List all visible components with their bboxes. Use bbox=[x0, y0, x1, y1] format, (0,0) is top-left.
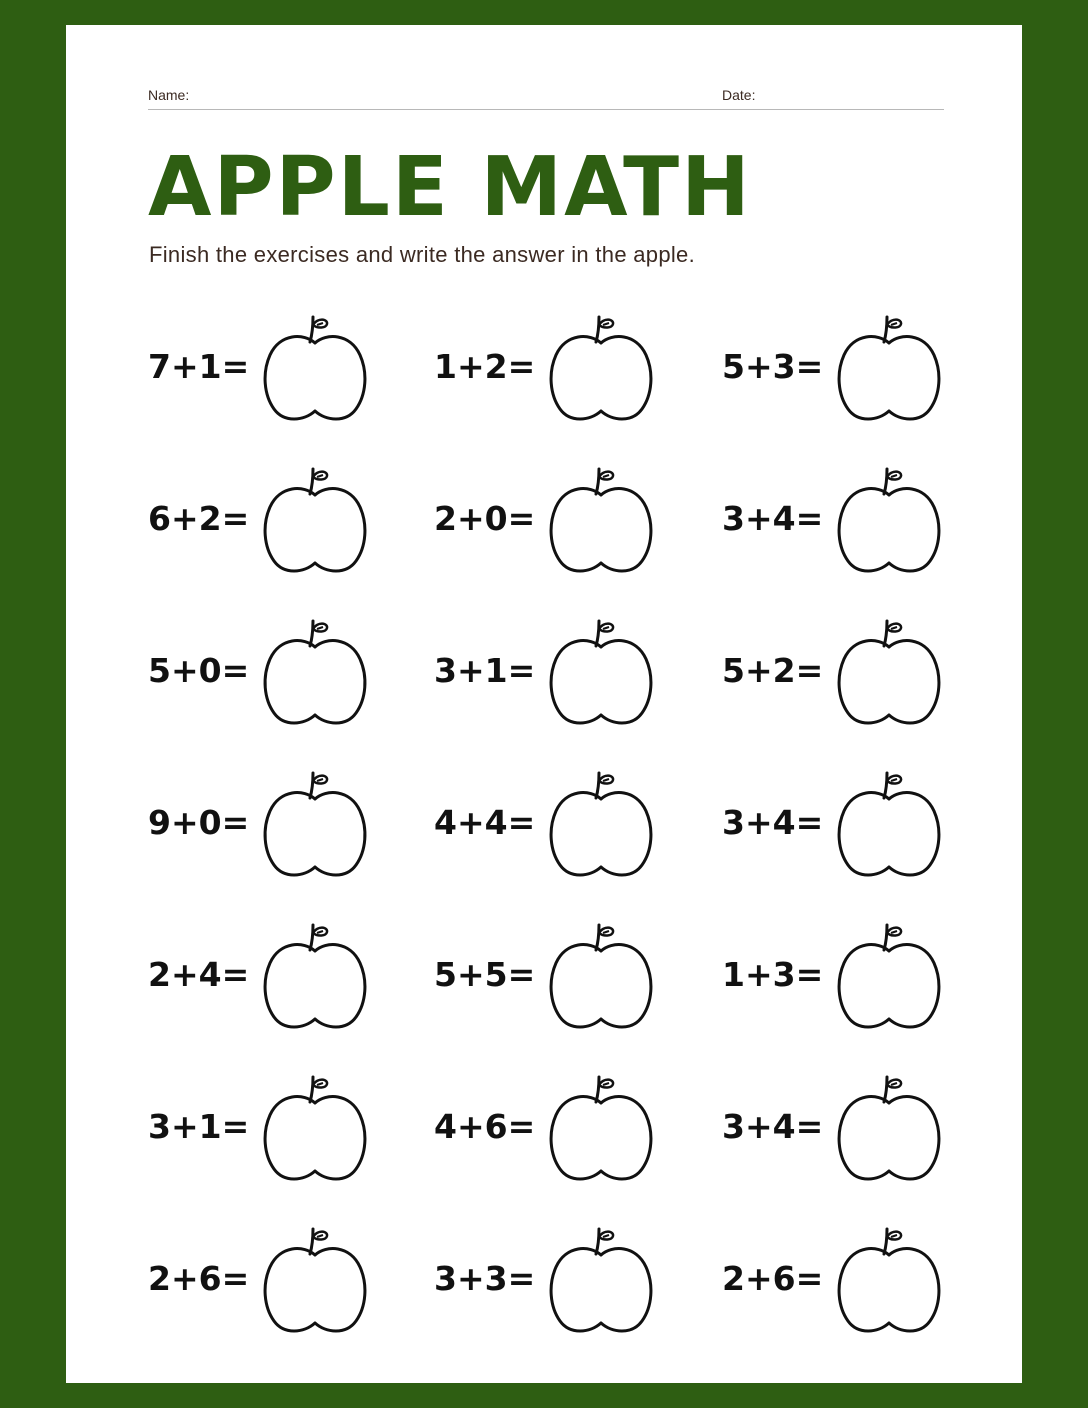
date-label: Date: bbox=[722, 87, 756, 103]
apple-answer-icon[interactable] bbox=[834, 1073, 944, 1185]
problem-item bbox=[434, 611, 724, 731]
apple-answer-icon[interactable] bbox=[260, 1225, 370, 1337]
problem-item bbox=[434, 763, 724, 883]
apple-answer-icon[interactable] bbox=[260, 465, 370, 577]
equation-text: 5+0= bbox=[148, 651, 250, 690]
problem-item bbox=[148, 763, 438, 883]
problem-item bbox=[434, 1219, 724, 1339]
apple-answer-icon[interactable] bbox=[260, 769, 370, 881]
equation-text: 2+6= bbox=[722, 1259, 824, 1298]
problem-item bbox=[148, 915, 438, 1035]
equation-text: 7+1= bbox=[148, 347, 250, 386]
page-title: APPLE MATH bbox=[148, 140, 752, 235]
equation-text: 2+6= bbox=[148, 1259, 250, 1298]
name-label: Name: bbox=[148, 87, 190, 103]
apple-answer-icon[interactable] bbox=[546, 921, 656, 1033]
worksheet-page bbox=[66, 25, 1022, 1383]
equation-text: 6+2= bbox=[148, 499, 250, 538]
problem-item bbox=[722, 1067, 1012, 1187]
equation-text: 5+5= bbox=[434, 955, 536, 994]
apple-answer-icon[interactable] bbox=[834, 313, 944, 425]
apple-answer-icon[interactable] bbox=[546, 769, 656, 881]
apple-answer-icon[interactable] bbox=[546, 313, 656, 425]
equation-text: 1+2= bbox=[434, 347, 536, 386]
equation-text: 5+3= bbox=[722, 347, 824, 386]
equation-text: 3+4= bbox=[722, 803, 824, 842]
equation-text: 2+4= bbox=[148, 955, 250, 994]
problem-item bbox=[434, 915, 724, 1035]
problem-item bbox=[434, 1067, 724, 1187]
apple-answer-icon[interactable] bbox=[260, 1073, 370, 1185]
equation-text: 4+4= bbox=[434, 803, 536, 842]
apple-answer-icon[interactable] bbox=[260, 921, 370, 1033]
instructions-text: Finish the exercises and write the answer in the apple. bbox=[149, 242, 696, 267]
apple-answer-icon[interactable] bbox=[834, 617, 944, 729]
apple-answer-icon[interactable] bbox=[834, 1225, 944, 1337]
apple-answer-icon[interactable] bbox=[546, 1073, 656, 1185]
problem-item bbox=[148, 459, 438, 579]
apple-answer-icon[interactable] bbox=[260, 617, 370, 729]
problem-item bbox=[722, 763, 1012, 883]
equation-text: 5+2= bbox=[722, 651, 824, 690]
problem-item bbox=[722, 1219, 1012, 1339]
problem-grid bbox=[66, 25, 1022, 1383]
equation-text: 3+1= bbox=[148, 1107, 250, 1146]
problem-item bbox=[722, 915, 1012, 1035]
problem-item bbox=[722, 307, 1012, 427]
apple-answer-icon[interactable] bbox=[546, 1225, 656, 1337]
apple-answer-icon[interactable] bbox=[834, 465, 944, 577]
problem-item bbox=[434, 459, 724, 579]
apple-answer-icon[interactable] bbox=[834, 769, 944, 881]
equation-text: 1+3= bbox=[722, 955, 824, 994]
problem-item bbox=[148, 307, 438, 427]
equation-text: 3+3= bbox=[434, 1259, 536, 1298]
apple-answer-icon[interactable] bbox=[546, 465, 656, 577]
apple-answer-icon[interactable] bbox=[546, 617, 656, 729]
equation-text: 4+6= bbox=[434, 1107, 536, 1146]
equation-text: 3+1= bbox=[434, 651, 536, 690]
problem-item bbox=[434, 307, 724, 427]
problem-item bbox=[722, 459, 1012, 579]
problem-item bbox=[148, 1219, 438, 1339]
equation-text: 3+4= bbox=[722, 1107, 824, 1146]
problem-item bbox=[722, 611, 1012, 731]
apple-answer-icon[interactable] bbox=[260, 313, 370, 425]
problem-item bbox=[148, 1067, 438, 1187]
equation-text: 2+0= bbox=[434, 499, 536, 538]
equation-text: 3+4= bbox=[722, 499, 824, 538]
problem-item bbox=[148, 611, 438, 731]
equation-text: 9+0= bbox=[148, 803, 250, 842]
apple-answer-icon[interactable] bbox=[834, 921, 944, 1033]
